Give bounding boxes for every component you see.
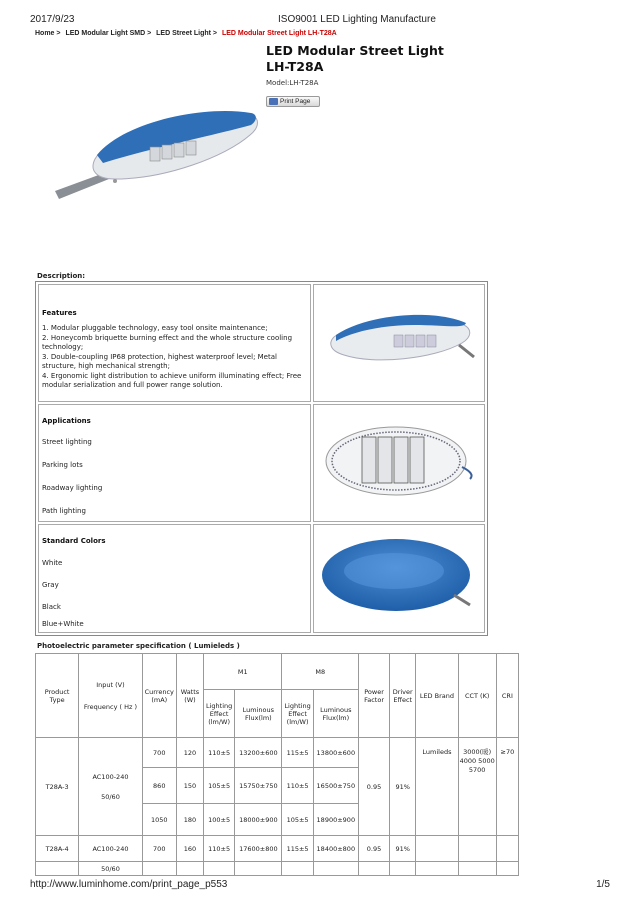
- features-table: [35, 281, 488, 636]
- applications-cell: [38, 404, 311, 522]
- cell-e8: 105±5: [282, 804, 313, 836]
- cell-driver-effect: 91%: [390, 738, 416, 836]
- features-cell: [38, 284, 311, 402]
- printer-icon: [269, 98, 278, 105]
- header-input: [79, 654, 142, 738]
- cell-power-factor: 0.95: [358, 836, 389, 862]
- color-item: Gray: [42, 581, 59, 589]
- application-item: Roadway lighting: [42, 484, 103, 492]
- cell-w: 120: [176, 738, 203, 768]
- table-row: [36, 836, 519, 862]
- product-model: Model:LH-T28A: [266, 79, 319, 87]
- features-title: Features: [42, 309, 77, 317]
- lamp-side-view-image: [314, 285, 484, 401]
- breadcrumb-street[interactable]: LED Street Light >: [156, 30, 218, 37]
- header-product-type: Product Type: [36, 654, 79, 738]
- header-m1-flux: Luminous Flux(lm): [235, 690, 282, 738]
- cell-type: T28A-4: [36, 836, 79, 862]
- cell-cri: ≥70: [496, 738, 518, 836]
- lamp-bottom-view-image: [314, 405, 484, 521]
- application-item: Street lighting: [42, 438, 92, 446]
- colors-title: Standard Colors: [42, 537, 106, 545]
- cell-f1: 17600±800: [235, 836, 282, 862]
- cell-f8: 16500±750: [313, 768, 358, 804]
- header-cri: CRI: [496, 654, 518, 738]
- cell-f8: 18400±800: [313, 836, 358, 862]
- print-page-button[interactable]: [266, 96, 320, 107]
- applications-title: Applications: [42, 417, 91, 425]
- cell-e1: 100±5: [204, 804, 235, 836]
- table-row: [36, 862, 519, 876]
- header-cct: CCT (K): [458, 654, 496, 738]
- lamp-side-view-cell: [313, 284, 485, 402]
- header-led-brand: LED Brand: [416, 654, 458, 738]
- cell-ma: 700: [142, 836, 176, 862]
- lamp-top-view-cell: [313, 524, 485, 633]
- header-m1-effect: Lighting Effect (lm/W): [204, 690, 235, 738]
- header-watts: Watts (W): [176, 654, 203, 738]
- cell-e8: 110±5: [282, 768, 313, 804]
- print-title: ISO9001 LED Lighting Manufacture: [278, 14, 436, 25]
- header-currency: Currency (mA): [142, 654, 176, 738]
- cell-e8: 115±5: [282, 738, 313, 768]
- cell-w: 160: [176, 836, 203, 862]
- cell-cct: 3000(暖) 4000 5000 5700: [458, 738, 496, 836]
- feature-item: 4. Ergonomic light distribution to achieve uniform illuminating effect; Free modular serialization and full power range solution.: [42, 371, 302, 389]
- cell-f8: 18900±900: [313, 804, 358, 836]
- colors-cell: [38, 524, 311, 633]
- print-url[interactable]: http://www.luminhome.com/print_page_p553: [30, 879, 228, 890]
- cell-e1: 110±5: [204, 836, 235, 862]
- cell-w: 180: [176, 804, 203, 836]
- header-power-factor: Power Factor: [358, 654, 389, 738]
- cell-freq: 50/60: [101, 792, 120, 801]
- cell-ma: 700: [142, 738, 176, 768]
- cell-input: [79, 738, 142, 836]
- cell-power-factor: 0.95: [358, 738, 389, 836]
- print-footer: [30, 879, 610, 895]
- header-m1: M1: [204, 654, 282, 690]
- breadcrumb-current: LED Modular Street Light LH-T28A: [221, 30, 337, 37]
- features-list: [42, 324, 310, 391]
- color-item: Blue+White: [42, 620, 84, 628]
- cell-f1: 18000±900: [235, 804, 282, 836]
- cell-e8: 115±5: [282, 836, 313, 862]
- breadcrumb-home[interactable]: Home >: [35, 30, 61, 37]
- cell-ma: 860: [142, 768, 176, 804]
- cell-e1: 105±5: [204, 768, 235, 804]
- application-item: Parking lots: [42, 461, 83, 469]
- feature-item: 1. Modular pluggable technology, easy tool onsite maintenance;: [42, 324, 268, 332]
- header-m8: M8: [282, 654, 358, 690]
- cell-f8: 13800±600: [313, 738, 358, 768]
- cell-freq: 50/60: [79, 862, 142, 876]
- spec-table: [35, 653, 519, 876]
- cell-type: T28A-3: [36, 738, 79, 836]
- product-title: LED Modular Street Light LH-T28A: [266, 43, 444, 74]
- color-item: Black: [42, 603, 61, 611]
- cell-led-brand: Lumileds: [416, 738, 458, 836]
- cell-e1: 110±5: [204, 738, 235, 768]
- cell-f1: 13200±600: [235, 738, 282, 768]
- breadcrumb: [35, 30, 340, 37]
- header-m8-effect: Lighting Effect (lm/W): [282, 690, 313, 738]
- page-number: 1/5: [596, 879, 610, 890]
- cell-input-v: AC100-240: [92, 772, 129, 781]
- breadcrumb-modular[interactable]: LED Modular Light SMD >: [65, 30, 152, 37]
- header-m8-flux: Luminous Flux(lm): [313, 690, 358, 738]
- cell-ma: 1050: [142, 804, 176, 836]
- print-page-label: Print Page: [280, 98, 311, 105]
- application-item: Path lighting: [42, 507, 86, 515]
- cell-w: 150: [176, 768, 203, 804]
- color-item: White: [42, 559, 63, 567]
- feature-item: 2. Honeycomb briquette burning effect and the whole structure cooling technology;: [42, 333, 293, 351]
- header-input-v: Input (V): [96, 680, 125, 689]
- table-row: [36, 738, 519, 768]
- feature-item: 3. Double-coupling IP68 protection, highest waterproof level; Metal structure, high mechanical strength;: [42, 352, 277, 370]
- cell-driver-effect: 91%: [390, 836, 416, 862]
- spec-title: Photoelectric parameter specification ( Lumieleds ): [37, 642, 240, 650]
- lamp-bottom-view-cell: [313, 404, 485, 522]
- description-label: Description:: [37, 272, 86, 280]
- lamp-top-view-image: [314, 525, 484, 632]
- print-date: 2017/9/23: [30, 14, 75, 25]
- spec-header-row: [36, 654, 519, 690]
- product-hero-image: [55, 95, 265, 205]
- header-driver-effect: Driver Effect: [390, 654, 416, 738]
- cell-input-v: AC100-240: [79, 836, 142, 862]
- header-frequency: Frequency ( Hz ): [83, 702, 138, 711]
- cell-f1: 15750±750: [235, 768, 282, 804]
